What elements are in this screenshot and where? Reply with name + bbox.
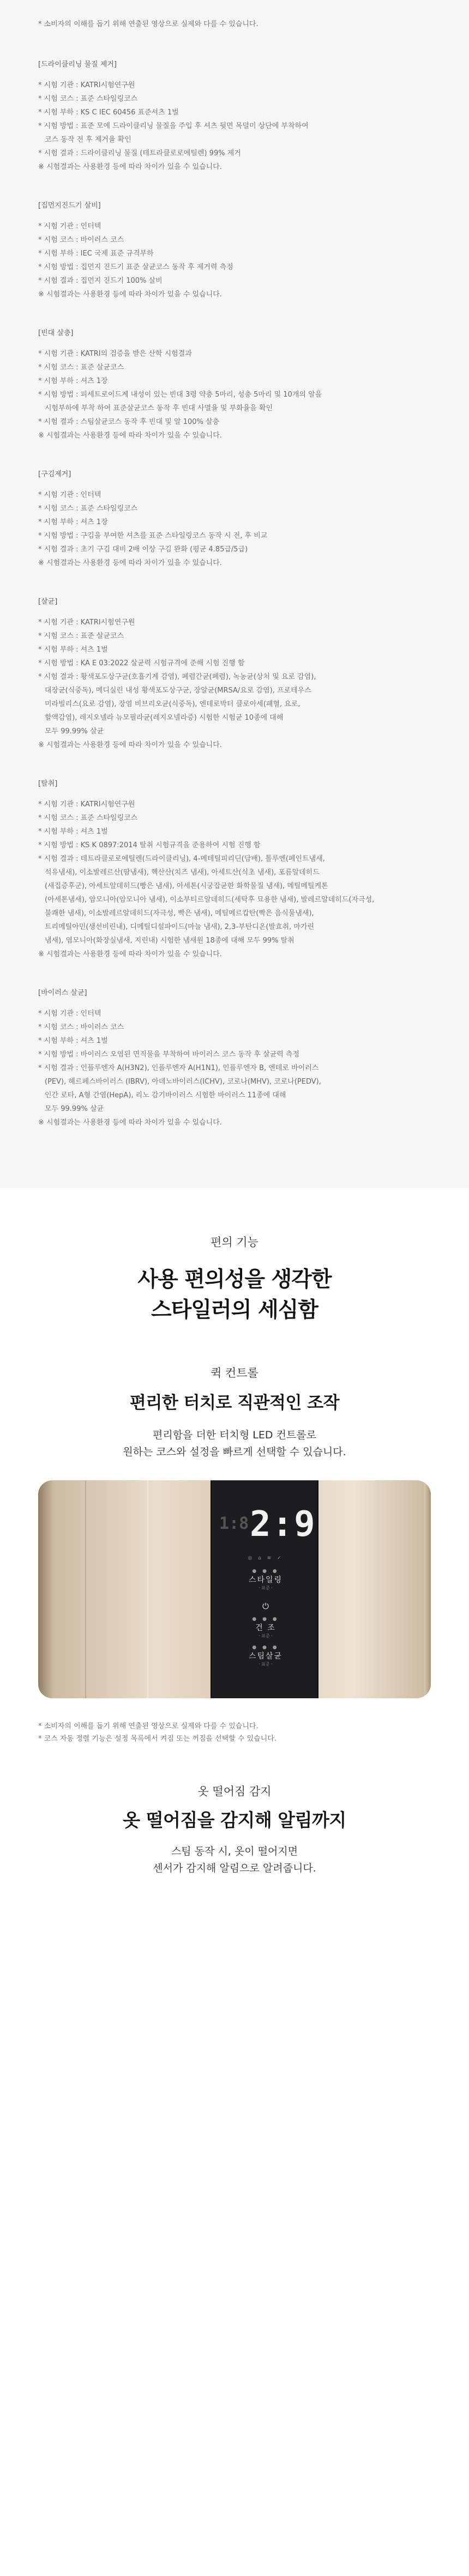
test-section-title: [빈대 살충] bbox=[38, 329, 74, 337]
test-section-line: * 시험 코스 : 바이러스 코스 bbox=[38, 236, 124, 244]
dry-course-sub: · 표준 · bbox=[258, 1633, 273, 1638]
test-section-line: * 시험 부하 : IEC 국제 표준 규격부하 bbox=[38, 250, 154, 258]
test-section-line: (아세톤냄새), 암모니아(암모니아 냄새), 이소부티르알데히드(세탁후 묘용한 냄새), 발레르알데히드(자극성, bbox=[45, 896, 375, 904]
test-section-line: 시험부하에 부착 하여 표준살균코스 동작 후 빈대 사멸율 및 부화율을 확인 bbox=[45, 404, 273, 412]
door-edge-left bbox=[38, 1480, 52, 1698]
test-section-line: * 시험 부하 : KS C IEC 60456 표준셔츠 1벌 bbox=[38, 108, 179, 117]
test-section-line: 모두 99.99% 살균 bbox=[45, 727, 104, 736]
fall-detection-desc-line1: 스팀 동작 시, 옷이 떨어지면 bbox=[171, 1845, 298, 1857]
control-panel-image bbox=[38, 1480, 431, 1698]
quick-control-eyebrow: 퀵 컨트롤 bbox=[211, 1366, 258, 1380]
test-section-line: * 시험 결과 : 스팀살균코스 동작 후 빈대 및 알 100% 살충 bbox=[38, 418, 220, 426]
test-section-note: ※ 시험결과는 사용환경 등에 따라 차이가 있을 수 있습니다. bbox=[38, 741, 222, 749]
test-section-line: * 시험 코스 : 표준 스타일링코스 bbox=[38, 505, 138, 513]
test-section bbox=[38, 327, 431, 442]
test-section-line: * 시험 코스 : 표준 스타일링코스 bbox=[38, 814, 138, 822]
fall-detection-eyebrow: 옷 떨어짐 감지 bbox=[197, 1785, 272, 1798]
test-section-title: [구김제거] bbox=[38, 470, 71, 478]
test-section-line: * 시험 결과 : 초기 구김 대비 2배 이상 구김 완화 (평균 4.85급/5급) bbox=[38, 545, 248, 554]
video-note-2: * 코스 자동 정렬 기능은 설정 목록에서 켜짐 또는 꺼짐을 선택할 수 있습니다. bbox=[38, 1735, 276, 1743]
test-section-line: * 시험 방법 : KA E 03:2022 살균력 시험규격에 준해 시험 진행 함 bbox=[38, 659, 245, 667]
test-section-line: 트리메틸아민(생선비린내), 디메틸디설파이드(마늘 냄새), 2,3-부탄디온(발효취, 마가린 bbox=[45, 923, 315, 931]
feature-eyebrow: 편의 기능 bbox=[211, 1236, 258, 1249]
fall-detection-title: 옷 떨어짐을 감지해 알림까지 bbox=[123, 1809, 346, 1831]
quick-control-desc bbox=[0, 1427, 469, 1461]
door-highlight bbox=[147, 1480, 148, 1698]
fall-detection-feature bbox=[0, 1745, 469, 1877]
test-section-line: * 시험 코스 : 표준 스타일링코스 bbox=[38, 95, 138, 103]
test-section-line: * 시험 코스 : 바이러스 코스 bbox=[38, 1023, 124, 1031]
dry-course-indicators: ● ● ● bbox=[252, 1617, 279, 1622]
quick-control-title: 편리한 터치로 직관적인 조작 bbox=[129, 1393, 340, 1413]
steam-sterilize-sub: · 표준 · bbox=[258, 1662, 273, 1667]
styling-course-label: 스타일링 bbox=[248, 1576, 283, 1584]
test-section-line: (새집증후군), 아세트알데히드(빵은 냄새), 아세톤(시궁잡균한 화학물질 냄새), 메틸메틸케톤 bbox=[45, 882, 328, 890]
test-section-line: 코스 동작 전 후 제거율 확인 bbox=[45, 136, 131, 144]
led-digit-display: 2:9 bbox=[250, 1504, 316, 1545]
test-section-line: 인간 로타, A형 간염(HepA), 리노 감기바이러스 시험한 바이러스 11종에 대해 bbox=[45, 1091, 286, 1099]
test-sections bbox=[38, 59, 431, 1129]
test-section bbox=[38, 200, 431, 301]
test-section-line: * 시험 기관 : KATRI시험연구원 bbox=[38, 81, 135, 89]
test-section-line: * 시험 결과 : 황색포도상구균(호흡기계 감염), 폐렴간균(폐렴), 녹농균(상처 및 요로 감염), bbox=[38, 673, 316, 681]
test-section-line: * 시험 기관 : KATRI의 검증을 받은 산학 시험결과 bbox=[38, 350, 192, 358]
test-section-note: ※ 시험결과는 사용환경 등에 따라 차이가 있을 수 있습니다. bbox=[38, 950, 222, 958]
test-section-line: * 시험 기관 : KATRI시험연구원 bbox=[38, 618, 135, 627]
convenience-feature-header bbox=[0, 1188, 469, 1326]
test-section-line: 미라빌리스(요로 감염), 장염 비브리오균(식중독), 엔테로박터 클로아세(패혈, 요로, bbox=[45, 700, 300, 708]
quick-control-feature bbox=[0, 1326, 469, 1698]
fall-detection-desc-line2: 센서가 감지해 알림으로 알려줍니다. bbox=[153, 1862, 316, 1874]
test-section bbox=[38, 778, 431, 961]
test-section-line: * 시험 기관 : 인터텍 bbox=[38, 491, 101, 499]
test-section-line: 석유냄새), 이소발레르산(땀냄새), 헥산산(치즈 냄새), 아세트산(식초 냄새), 포름알데히드 bbox=[45, 868, 320, 877]
quick-control-desc-line2: 원하는 코스와 설정을 빠르게 선택할 수 있습니다. bbox=[123, 1446, 346, 1458]
test-section-title: [살균] bbox=[38, 598, 58, 606]
test-section-title: [탈취] bbox=[38, 780, 58, 788]
test-section bbox=[38, 596, 431, 752]
status-icons-row bbox=[212, 1556, 320, 1561]
test-section-line: * 시험 기관 : 인터텍 bbox=[38, 222, 101, 230]
styling-course-sub: · 표준 · bbox=[258, 1585, 273, 1590]
steam-sterilize-button[interactable] bbox=[212, 1645, 320, 1667]
test-section-line: * 시험 결과 : 테트라클로로에틸렌(드라이클리닝), 4-메테틸피리딘(담배), 톨루엔(페인트냄새, bbox=[38, 855, 325, 863]
disclaimer-note: * 소비자의 이해를 돕기 위해 연출된 영상으로 실제와 다를 수 있습니다. bbox=[38, 20, 258, 28]
segment-display-small: 1:8 bbox=[219, 1514, 249, 1533]
power-icon[interactable]: ⏻ bbox=[262, 1601, 269, 1611]
test-section-line: * 시험 부하 : 셔츠 1벌 bbox=[38, 1037, 108, 1045]
test-section-line: * 시험 부하 : 셔츠 1벌 bbox=[38, 646, 108, 654]
test-section-note: ※ 시험결과는 사용환경 등에 따라 차이가 있을 수 있습니다. bbox=[38, 290, 222, 299]
test-section-line: * 시험 결과 : 집먼지 진드기 100% 살비 bbox=[38, 277, 163, 285]
test-section-note: ※ 시험결과는 사용환경 등에 따라 차이가 있을 수 있습니다. bbox=[38, 559, 222, 567]
test-section-line: * 시험 부하 : 셔츠 1벌 bbox=[38, 828, 108, 836]
feature-headline-line2: 스타일러의 세심함 bbox=[151, 1298, 318, 1322]
feature-headline-line1: 사용 편의성을 생각한 bbox=[137, 1267, 332, 1292]
test-section-line: * 시험 방법 : 표준 모에 드라이클리닝 물질을 주입 후 셔츠 뒷면 목덜미 상단에 부착하여 bbox=[38, 122, 309, 130]
fall-detection-desc bbox=[0, 1843, 469, 1877]
status-icons: ◎ ⌂ ≋ ✓ bbox=[248, 1556, 284, 1561]
test-section-line: * 시험 결과 : 인플루엔자 A(H3N2), 인플루엔자 A(H1N1), 인플루엔자 B, 엔테로 바이러스 bbox=[38, 1064, 319, 1072]
test-section-title: [집먼지진드기 살비] bbox=[38, 202, 101, 210]
test-section-title: [바이러스 살균] bbox=[38, 989, 87, 997]
video-notes bbox=[0, 1698, 469, 1745]
test-section-line: * 시험 기관 : 인터텍 bbox=[38, 1010, 101, 1018]
test-section bbox=[38, 59, 431, 174]
test-section-line: * 시험 결과 : 드라이클리닝 물질 (테트라클로로에틸렌) 99% 제거 bbox=[38, 149, 241, 157]
dry-course-label: 건 조 bbox=[255, 1624, 276, 1632]
styling-course-indicators: ● ● ● bbox=[252, 1569, 279, 1574]
test-section-line: * 시험 방법 : KS K 0897:2014 탈취 시험규격을 준용하여 시험 진행 함 bbox=[38, 841, 261, 849]
test-section-line: 대장균(식중독), 메디실린 내성 황색포도상구균, 장알균(MRSA/요로 감염), 프로테우스 bbox=[45, 686, 311, 695]
test-section-line: * 시험 코스 : 표준 살균코스 bbox=[38, 632, 124, 640]
test-section-line: 할액감염), 레지오넬라 뉴모필라균(레지오넬라증) 시험한 시험균 10종에 대해 bbox=[45, 714, 284, 722]
door-seam bbox=[85, 1480, 86, 1698]
test-section-note: ※ 시험결과는 사용환경 등에 따라 차이가 있을 수 있습니다. bbox=[38, 163, 222, 171]
quick-control-desc-line1: 편리함을 더한 터치형 LED 컨트롤로 bbox=[153, 1429, 316, 1441]
styling-course-button[interactable] bbox=[212, 1569, 320, 1591]
test-section-line: * 시험 방법 : 바이러스 오염된 면직물을 부착하여 바이러스 코스 동작 후 살균력 측정 bbox=[38, 1050, 300, 1059]
test-section-line: * 시험 방법 : 집먼지 진드기 표준 살균코스 동작 후 제거력 측정 bbox=[38, 263, 233, 271]
test-section-line: 냄새), 염모니아(화장실냄새, 지린내) 시험한 냄새원 18종에 대해 모두 99% 탈취 bbox=[45, 937, 294, 945]
steam-sterilize-indicators: ● ● ● bbox=[252, 1645, 279, 1650]
test-section bbox=[38, 987, 431, 1129]
test-section-line: * 시험 부하 : 셔츠 1장 bbox=[38, 377, 108, 385]
test-section-line: * 시험 방법 : 구김을 부여한 셔츠를 표준 스타일링코스 동작 시 전, 후 비교 bbox=[38, 532, 268, 540]
test-section-line: * 시험 기관 : KATRI시험연구원 bbox=[38, 800, 135, 809]
test-section-line: * 시험 부하 : 셔츠 1장 bbox=[38, 518, 108, 526]
test-section-title: [드라이클리닝 물질 제거] bbox=[38, 60, 117, 69]
test-section-line: (PEV), 헤르페스바이러스 (IBRV), 아데노바이러스(ICHV), 코로나(MHV), 코로나(PEDV), bbox=[45, 1078, 321, 1086]
test-section-line: * 시험 코스 : 표준 살균코스 bbox=[38, 363, 124, 372]
test-section-line: * 시험 방법 : 피세트로이드계 내성이 있는 빈대 3령 약충 5마리, 성충 5마리 및 10개의 알을 bbox=[38, 391, 322, 399]
test-section bbox=[38, 469, 431, 570]
test-notes-area bbox=[0, 0, 469, 1188]
video-note-1: * 소비자의 이해를 돕기 위해 연출된 영상으로 실제와 다를 수 있습니다. bbox=[38, 1722, 258, 1730]
test-section-line: 불쾌한 냄새), 이소발레르알데히드(자극성, 빡은 냄새), 메틸메르캅탄(빡은 음식물냄새), bbox=[45, 909, 314, 918]
test-section-line: 모두 99.99% 살균 bbox=[45, 1105, 104, 1113]
door-edge-right bbox=[424, 1480, 431, 1698]
steam-sterilize-label: 스팀살균 bbox=[248, 1652, 283, 1661]
led-control-panel bbox=[211, 1480, 318, 1698]
test-section-note: ※ 시험결과는 사용환경 등에 따라 차이가 있을 수 있습니다. bbox=[38, 432, 222, 440]
test-section-note: ※ 시험결과는 사용환경 등에 따라 차이가 있을 수 있습니다. bbox=[38, 1119, 222, 1127]
dry-course-button[interactable] bbox=[212, 1617, 320, 1639]
